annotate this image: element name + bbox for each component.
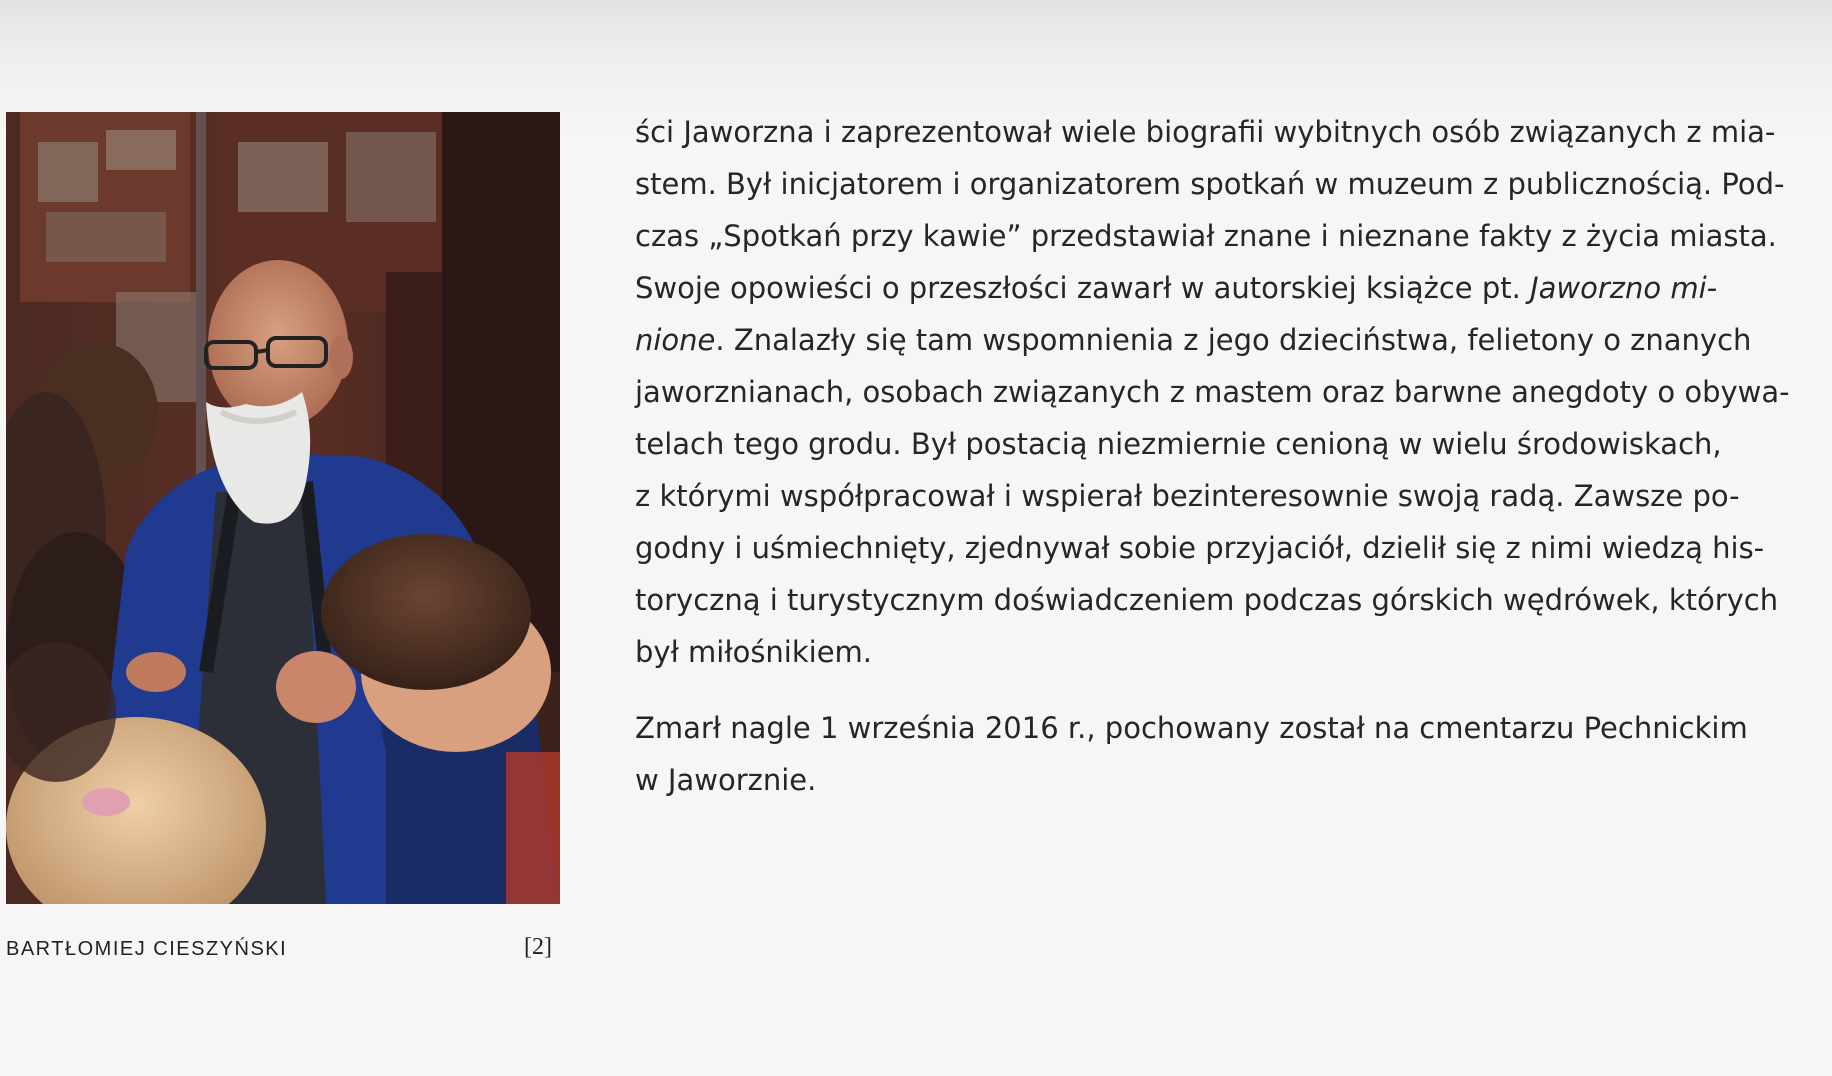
text-line: w Jaworznie.	[635, 763, 817, 797]
text-line: jaworznianach, osobach związanych z mastem oraz barwne anegdoty o obywa-	[635, 375, 1790, 409]
book-title-cont: nione	[635, 323, 716, 357]
book-title: Jaworzno mi-	[1530, 271, 1718, 305]
text-line: stem. Był inicjatorem i organizatorem spotkań w muzeum z publicznością. Pod-	[635, 167, 1785, 201]
text-line: toryczną i turystycznym doświadczeniem podczas górskich wędrówek, których	[635, 583, 1779, 617]
portrait-photo	[6, 112, 560, 904]
text-line: był miłośnikiem.	[635, 635, 873, 669]
text-line: czas „Spotkań przy kawie” przedstawiał znane i nieznane fakty z życia miasta.	[635, 219, 1777, 253]
photo-caption-author: BARTŁOMIEJ CIESZYŃSKI	[6, 938, 288, 960]
text-line: Swoje opowieści o przeszłości zawarł w autorskiej książce pt. Jaworzno mi-	[635, 271, 1718, 305]
text-line: ści Jaworzna i zaprezentował wiele biografii wybitnych osób związanych z mia-	[635, 115, 1776, 149]
text-line: telach tego grodu. Był postacią niezmiernie cenioną w wielu środowiskach,	[635, 427, 1722, 461]
text-line: Zmarł nagle 1 września 2016 r., pochowany został na cmentarzu Pechnickim	[635, 711, 1748, 745]
text-line: nione. Znalazły się tam wspomnienia z jego dzieciństwa, felietony o znanych	[635, 323, 1752, 357]
photo-caption-number: [2]	[524, 934, 552, 960]
body-text	[635, 106, 1795, 806]
text-line: z którymi współpracował i wspierał bezinteresownie swoją radą. Zawsze po-	[635, 479, 1740, 513]
paragraph-gap	[635, 678, 1795, 702]
text-line: godny i uśmiechnięty, zjednywał sobie przyjaciół, dzielił się z nimi wiedzą his-	[635, 531, 1765, 565]
